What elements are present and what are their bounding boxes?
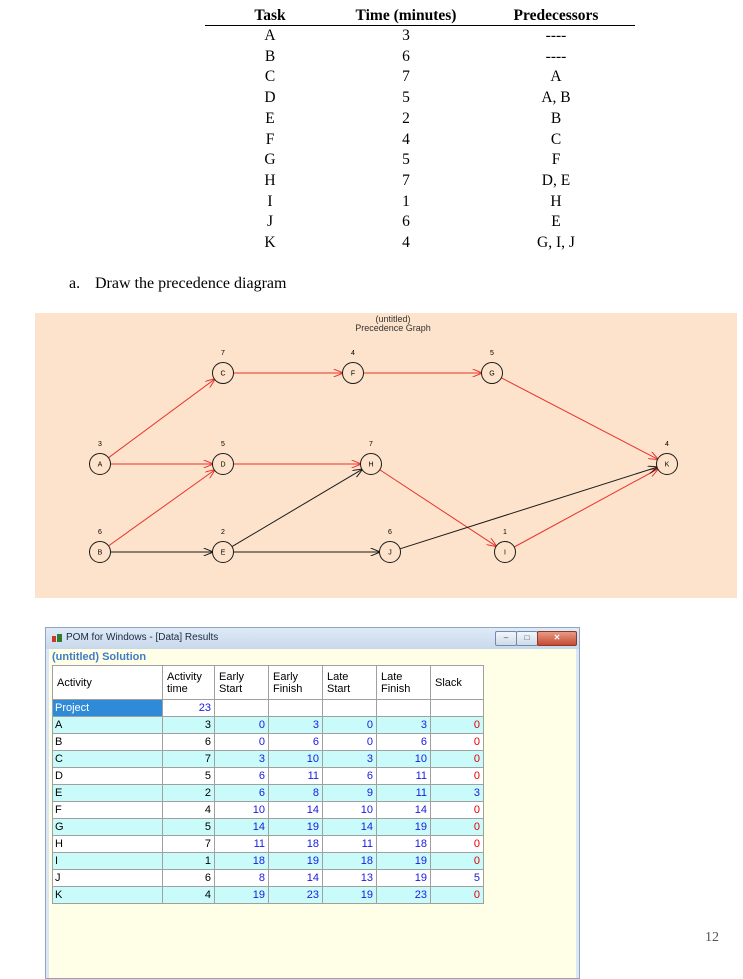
empty-cell[interactable]	[323, 700, 377, 717]
task-row	[205, 47, 635, 68]
question-text: Draw the precedence diagram	[95, 275, 287, 292]
task-row	[205, 212, 635, 233]
activity-time-cell[interactable]: 4	[163, 802, 215, 819]
node-time: 5	[221, 441, 225, 448]
activity-cell[interactable]: J	[53, 870, 163, 887]
late-start-column-header[interactable]: Late Start	[323, 666, 377, 700]
time-cell: 4	[402, 234, 410, 252]
activity-cell[interactable]: D	[53, 768, 163, 785]
activity-cell[interactable]: F	[53, 802, 163, 819]
pom-results-window	[45, 627, 580, 979]
task-column-header: Task	[205, 6, 335, 26]
precedence-graph-panel	[35, 313, 737, 598]
predecessors-cell: F	[551, 151, 561, 169]
early-start-cell[interactable]: 18	[215, 853, 269, 870]
node-label: B	[97, 549, 103, 557]
slack-cell[interactable]: 0	[431, 802, 484, 819]
precedence-graph	[35, 313, 737, 598]
time-cell: 7	[402, 68, 410, 86]
results-row[interactable]	[53, 819, 484, 836]
predecessors-cell: H	[550, 192, 562, 210]
task-cell: I	[267, 192, 273, 210]
early-finish-cell[interactable]: 3	[269, 717, 323, 734]
late-finish-cell[interactable]: 10	[377, 751, 431, 768]
predecessors-cell: B	[550, 109, 562, 127]
early-finish-cell[interactable]: 8	[269, 785, 323, 802]
results-grid	[52, 665, 484, 904]
task-row	[205, 88, 635, 109]
task-cell: K	[264, 234, 276, 252]
slack-column-header[interactable]: Slack	[431, 666, 484, 700]
node-time: 6	[388, 529, 392, 536]
late-finish-cell[interactable]: 23	[377, 887, 431, 904]
early-finish-cell[interactable]: 23	[269, 887, 323, 904]
activity-cell[interactable]: B	[53, 734, 163, 751]
task-row	[205, 26, 635, 47]
node-a	[90, 441, 111, 475]
early-start-cell[interactable]: 10	[215, 802, 269, 819]
results-row[interactable]	[53, 768, 484, 785]
early-finish-cell[interactable]: 18	[269, 836, 323, 853]
node-time: 2	[221, 529, 225, 536]
edge-b-d	[109, 470, 215, 546]
task-cell: F	[265, 130, 275, 148]
activity-cell[interactable]: H	[53, 836, 163, 853]
early-start-cell[interactable]: 6	[215, 768, 269, 785]
late-start-cell[interactable]: 13	[323, 870, 377, 887]
slack-cell[interactable]: 0	[431, 768, 484, 785]
task-row	[205, 67, 635, 88]
minimize-button[interactable]: –	[495, 631, 517, 646]
activity-time-cell[interactable]: 6	[163, 734, 215, 751]
pom-app-icon	[52, 634, 62, 642]
late-finish-cell[interactable]: 11	[377, 768, 431, 785]
activity-time-cell[interactable]: 2	[163, 785, 215, 802]
slack-cell[interactable]: 0	[431, 751, 484, 768]
early-start-cell[interactable]: 14	[215, 819, 269, 836]
node-label: H	[368, 461, 374, 469]
early-start-cell[interactable]: 11	[215, 836, 269, 853]
predecessors-cell: ----	[545, 47, 567, 65]
activity-time-cell[interactable]: 1	[163, 853, 215, 870]
results-row[interactable]	[53, 785, 484, 802]
time-cell: 4	[402, 130, 410, 148]
node-time: 4	[665, 441, 669, 448]
activity-time-cell[interactable]: 5	[163, 768, 215, 785]
activity-cell[interactable]: K	[53, 887, 163, 904]
task-table	[205, 6, 635, 254]
project-name-cell[interactable]: Project	[53, 700, 163, 717]
task-table-header-row	[205, 6, 635, 26]
node-time: 7	[221, 350, 225, 357]
early-finish-cell[interactable]: 6	[269, 734, 323, 751]
activity-cell[interactable]: G	[53, 819, 163, 836]
node-label: D	[220, 461, 226, 469]
early-finish-cell[interactable]: 19	[269, 853, 323, 870]
late-finish-cell[interactable]: 3	[377, 717, 431, 734]
activity-time-cell[interactable]: 4	[163, 887, 215, 904]
solution-title: (untitled) Solution	[52, 651, 147, 663]
slack-cell[interactable]: 5	[431, 870, 484, 887]
results-row[interactable]	[53, 734, 484, 751]
late-start-cell[interactable]: 3	[323, 751, 377, 768]
slack-cell[interactable]: 0	[431, 887, 484, 904]
activity-time-column-header[interactable]: Activity time	[163, 666, 215, 700]
results-row[interactable]	[53, 836, 484, 853]
results-row[interactable]	[53, 870, 484, 887]
late-finish-cell[interactable]: 14	[377, 802, 431, 819]
empty-cell[interactable]	[377, 700, 431, 717]
slack-cell[interactable]: 0	[431, 836, 484, 853]
empty-cell[interactable]	[269, 700, 323, 717]
empty-cell[interactable]	[431, 700, 484, 717]
task-cell: J	[266, 213, 274, 231]
node-i	[495, 529, 516, 563]
task-row	[205, 171, 635, 192]
node-e	[213, 529, 234, 563]
node-b	[90, 529, 111, 563]
results-row[interactable]	[53, 751, 484, 768]
question-number: a.	[69, 275, 81, 292]
node-j	[380, 529, 401, 563]
time-cell: 6	[402, 213, 410, 231]
results-client-area	[49, 649, 576, 978]
node-g	[482, 350, 503, 384]
results-grid-body	[53, 700, 484, 904]
early-finish-cell[interactable]: 10	[269, 751, 323, 768]
time-cell: 5	[402, 89, 410, 107]
close-button[interactable]: ✕	[537, 631, 577, 646]
predecessors-cell: C	[550, 130, 562, 148]
activity-cell[interactable]: E	[53, 785, 163, 802]
early-start-cell[interactable]: 3	[215, 751, 269, 768]
page-number: 12	[705, 930, 719, 945]
time-cell: 3	[402, 27, 410, 44]
edge-g-k	[501, 378, 657, 459]
late-start-cell[interactable]: 10	[323, 802, 377, 819]
node-label: J	[388, 549, 392, 557]
node-label: A	[97, 461, 103, 469]
question-a	[69, 275, 286, 293]
predecessors-column-header: Predecessors	[477, 6, 635, 26]
time-cell: 2	[402, 109, 410, 127]
node-time: 6	[98, 529, 102, 536]
window-title: POM for Windows - [Data] Results	[66, 632, 219, 643]
late-start-cell[interactable]: 11	[323, 836, 377, 853]
node-c	[213, 350, 234, 384]
edge-h-i	[380, 470, 496, 546]
early-start-cell[interactable]: 19	[215, 887, 269, 904]
activity-time-cell[interactable]: 7	[163, 836, 215, 853]
time-column-header: Time (minutes)	[335, 6, 477, 26]
results-row[interactable]	[53, 802, 484, 819]
task-cell: D	[264, 89, 276, 107]
empty-cell[interactable]	[215, 700, 269, 717]
activity-time-cell[interactable]: 5	[163, 819, 215, 836]
time-cell: 1	[402, 192, 410, 210]
late-finish-cell[interactable]: 19	[377, 819, 431, 836]
activity-time-cell[interactable]: 3	[163, 717, 215, 734]
late-finish-cell[interactable]: 6	[377, 734, 431, 751]
edge-a-c	[108, 379, 214, 458]
slack-cell[interactable]: 0	[431, 853, 484, 870]
node-label: I	[504, 549, 506, 557]
edge-i-k	[514, 469, 658, 547]
activity-cell[interactable]: A	[53, 717, 163, 734]
predecessors-cell: A	[550, 68, 562, 86]
early-start-cell[interactable]: 6	[215, 785, 269, 802]
predecessors-cell: ----	[545, 27, 567, 44]
task-cell: E	[265, 109, 275, 127]
task-cell: H	[264, 171, 276, 189]
late-finish-cell[interactable]: 19	[377, 870, 431, 887]
node-time: 1	[503, 529, 507, 536]
slack-cell[interactable]: 0	[431, 819, 484, 836]
node-label: G	[489, 370, 495, 378]
node-k	[657, 441, 678, 475]
task-cell: A	[264, 27, 276, 44]
task-table-body	[205, 26, 635, 254]
time-cell: 7	[402, 171, 410, 189]
predecessors-cell: E	[551, 213, 561, 231]
predecessors-cell: G, I, J	[537, 234, 575, 252]
node-label: E	[220, 549, 226, 557]
late-finish-cell[interactable]: 19	[377, 853, 431, 870]
task-cell: C	[264, 68, 276, 86]
late-start-cell[interactable]: 0	[323, 717, 377, 734]
early-finish-cell[interactable]: 19	[269, 819, 323, 836]
late-start-cell[interactable]: 14	[323, 819, 377, 836]
early-finish-cell[interactable]: 14	[269, 870, 323, 887]
results-header-row	[53, 666, 484, 700]
activity-cell[interactable]: I	[53, 853, 163, 870]
late-start-cell[interactable]: 18	[323, 853, 377, 870]
early-finish-cell[interactable]: 11	[269, 768, 323, 785]
results-row[interactable]	[53, 887, 484, 904]
slack-cell[interactable]: 3	[431, 785, 484, 802]
slack-cell[interactable]: 0	[431, 734, 484, 751]
node-f	[343, 350, 364, 384]
node-h	[361, 441, 382, 475]
node-label: F	[350, 370, 356, 378]
node-d	[213, 441, 234, 475]
task-row	[205, 233, 635, 254]
node-time: 3	[98, 441, 102, 448]
node-label: C	[220, 370, 226, 378]
edge-layer	[108, 370, 657, 552]
node-time: 4	[351, 350, 355, 357]
results-row[interactable]	[53, 853, 484, 870]
late-start-cell[interactable]: 19	[323, 887, 377, 904]
task-row	[205, 192, 635, 213]
task-row	[205, 109, 635, 130]
node-time: 7	[369, 441, 373, 448]
task-cell: B	[264, 47, 276, 65]
task-row	[205, 130, 635, 151]
activity-column-header[interactable]: Activity	[53, 666, 163, 700]
task-cell: G	[264, 151, 276, 169]
predecessors-cell: D, E	[541, 171, 571, 189]
activity-time-cell[interactable]: 7	[163, 751, 215, 768]
graph-title: (untitled)	[375, 314, 411, 324]
edge-e-h	[232, 469, 362, 546]
slack-cell[interactable]: 0	[431, 717, 484, 734]
results-row[interactable]	[53, 717, 484, 734]
early-start-cell[interactable]: 8	[215, 870, 269, 887]
early-start-cell[interactable]: 0	[215, 734, 269, 751]
early-finish-cell[interactable]: 14	[269, 802, 323, 819]
time-cell: 5	[402, 151, 410, 169]
window-titlebar[interactable]	[46, 628, 579, 649]
late-start-cell[interactable]: 0	[323, 734, 377, 751]
node-layer	[90, 350, 678, 563]
late-start-cell[interactable]: 9	[323, 785, 377, 802]
graph-subtitle: Precedence Graph	[355, 323, 431, 333]
project-row[interactable]	[53, 700, 484, 717]
project-time-cell[interactable]: 23	[163, 700, 215, 717]
early-start-column-header[interactable]: Early Start	[215, 666, 269, 700]
late-finish-cell[interactable]: 18	[377, 836, 431, 853]
maximize-button[interactable]: □	[516, 631, 538, 646]
late-finish-cell[interactable]: 11	[377, 785, 431, 802]
late-finish-column-header[interactable]: Late Finish	[377, 666, 431, 700]
predecessors-cell: A, B	[541, 89, 571, 107]
activity-time-cell[interactable]: 6	[163, 870, 215, 887]
early-start-cell[interactable]: 0	[215, 717, 269, 734]
early-finish-column-header[interactable]: Early Finish	[269, 666, 323, 700]
node-time: 5	[490, 350, 494, 357]
task-row	[205, 150, 635, 171]
activity-cell[interactable]: C	[53, 751, 163, 768]
late-start-cell[interactable]: 6	[323, 768, 377, 785]
node-label: K	[664, 461, 670, 469]
time-cell: 6	[402, 47, 410, 65]
